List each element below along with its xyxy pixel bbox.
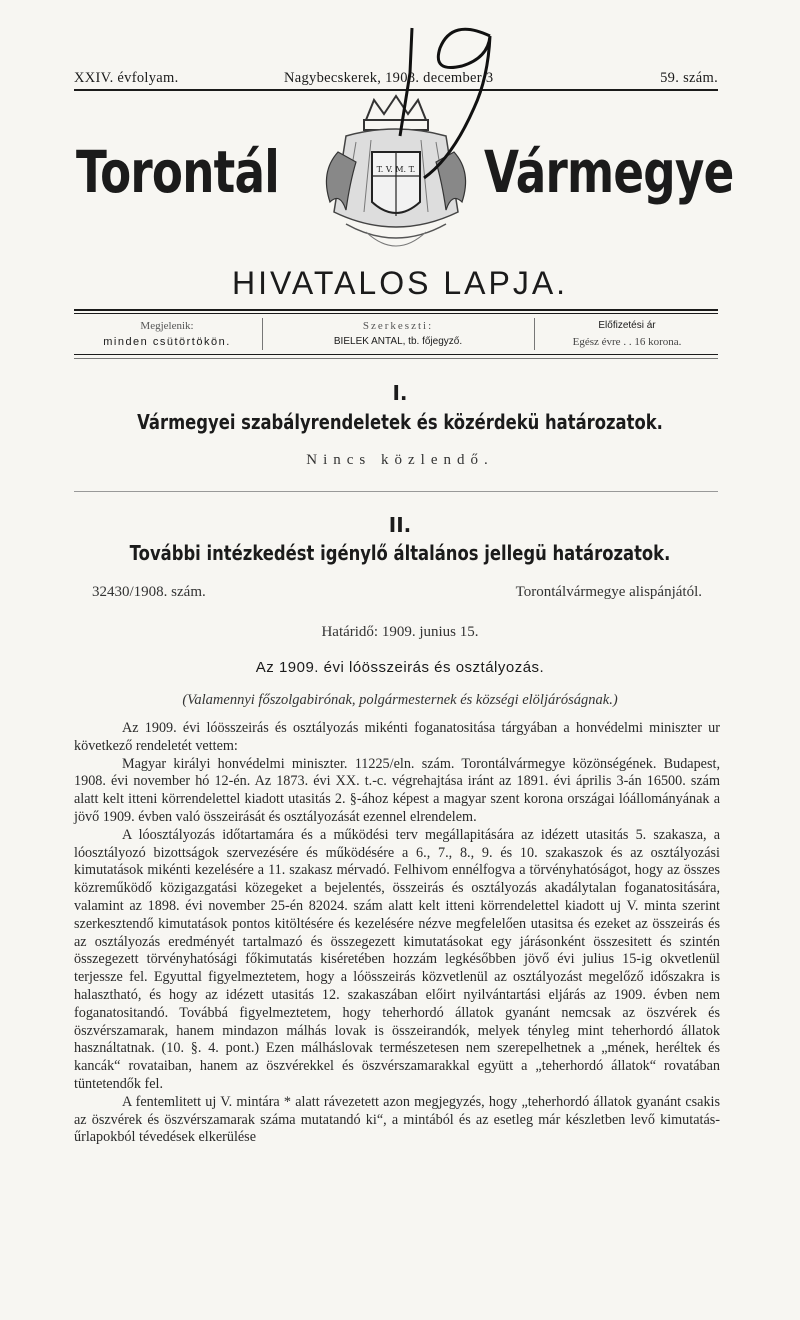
crest-letters: T. V. M. T. — [376, 165, 416, 174]
place-date: Nagybecskerek, 1908. december 3 — [284, 70, 494, 86]
document-body — [74, 720, 720, 1147]
info-bottom-rule — [74, 354, 718, 355]
volume-label: XXIV. évfolyam. — [74, 70, 179, 86]
section-1-title: Vármegyei szabályrendeletek és közérdekü határozatok. — [137, 410, 663, 434]
document-addressee: (Valamennyi főszolgabirónak, polgármesternek és községi elöljáróságnak.) — [182, 692, 618, 708]
handwritten-number-19 — [362, 18, 512, 188]
section-1-note: Nincs közlendő. — [306, 452, 494, 468]
masthead-right: Vármegye — [484, 138, 734, 206]
document-issuer: Torontálvármegye alispánjától. — [515, 584, 702, 600]
subscription-label: Előfizetési ár — [598, 320, 656, 331]
body-paragraph-2: Magyar királyi honvédelmi miniszter. 11225/eln. szám. Torontálvármegye közönségének. Budapest, 1908. évi november hó 12-én. Az 1873. évi XX. t.-c. végrehajtása iránt az 1891. évi április 3-án 16500. szám alatt kelt itteni körrendelettel kiadott utasitás 2. §-ához képest a magyar szent korona országai lóállományának a jövő 1909. évben való összeirását és osztályozását ezennel elrendelem. — [74, 755, 720, 825]
editor-label: Szerkeszti: — [362, 320, 434, 332]
publication-schedule-label: Megjelenik: — [140, 320, 194, 332]
section-2-title: További intézkedést igénylő általános jellegü határozatok. — [129, 541, 671, 565]
section-2-number: II. — [388, 513, 412, 537]
document-title: Az 1909. évi lóösszeirás és osztályozás. — [255, 659, 545, 676]
document-reference: 32430/1908. szám. — [92, 584, 206, 600]
editor-name: BIELEK ANTAL, tb. főjegyző. — [333, 336, 463, 347]
subscription-price: Egész évre . . 16 korona. — [572, 336, 682, 348]
info-top-rule-2 — [74, 313, 718, 314]
info-bottom-rule-2 — [74, 358, 718, 359]
body-paragraph-4: A fentemlitett uj V. mintára * alatt rávezetett azon megjegyzés, hogy „teherhordó állatok gyanánt csakis az öszvérek és öszvérszamarak száma mutatandó ki“, a mintából és az esetleg már készletben levő kimutatás-űrlapokból tévedések elkerülése — [74, 1093, 720, 1146]
publication-schedule: minden csütörtökön. — [103, 336, 231, 348]
body-paragraph-1: Az 1909. évi lóösszeirás és osztályozás mikénti foganatositása tárgyában a honvédelmi miniszter ur következő rendeletét vettem: — [74, 720, 720, 754]
info-divider-2 — [534, 318, 535, 350]
section-1-number: I. — [392, 381, 408, 405]
document-deadline: Határidő: 1909. junius 15. — [321, 624, 479, 640]
body-paragraph-3: A lóosztályozás időtartamára és a működési terv megállapitására az idézett utasitás 5. szakasza, a lóosztályozó bizottságok szervezésére és működésére a 6., 7., 8., 9. és 10. szakaszok és az osztályozási kimutatások mikénti kezelésére a 11. szakasz mérvadó. Felhivom ennélfogva a törvényhatóságot, hogy az összes közreműködő közigazgatási közegeket a bejelentés, összeirás és osztályozás akadálytalan foganatositására, valamint az 1898. évi november 25-én 82024. szám alatt kelt itteni körrendelettel kiadott uj V. minta szerint szerkesztendő kimutatások pontos kitöltésére és kezelésére nézve megfelelően utasitsa és ezeket az összeirás és az osztályozás eredményét tartalmazó és összegezett kimutatásokat egy járásonként összesitett és szintén összegezett törvényhatósági főkimutatás kiséretében hozzám legkésőbben jövő évi julius 15-ig okvetlenül terjessze fel. Egyuttal figyelmeztetem, hogy a lóösszeirás közvetlenül az osztályozást megelőző időszakra is halasztható, és hogy az idézett utasitás 12. szakaszában előirt nyilvántartási eljárás az 1909. évben nem foganatositandó. Továbbá figyelmeztetem, hogy teherhordó állatok gyanánt nemcsak az öszvérek és öszvérszamarak, hanem mindazon málhás lovak is összeirandók, melyek tényleg mint teherhordó állatok használtatnak. (10. §. 4. pont.) Ezen málháslovak természetesen nem szerepelhetnek a „mének, heréltek és kancák“ rovataiban, hanem az öszvérekkel és öszvérszamarakkal együtt a „teherhordó állatok“ rovatában tüntetendők fel. — [74, 826, 720, 1092]
info-top-rule — [74, 309, 718, 311]
section-divider — [74, 491, 718, 492]
masthead-subtitle: HIVATALOS LAPJA. — [231, 265, 569, 301]
info-divider-1 — [262, 318, 263, 350]
masthead-left: Torontál — [76, 138, 279, 206]
issue-number: 59. szám. — [660, 70, 718, 86]
